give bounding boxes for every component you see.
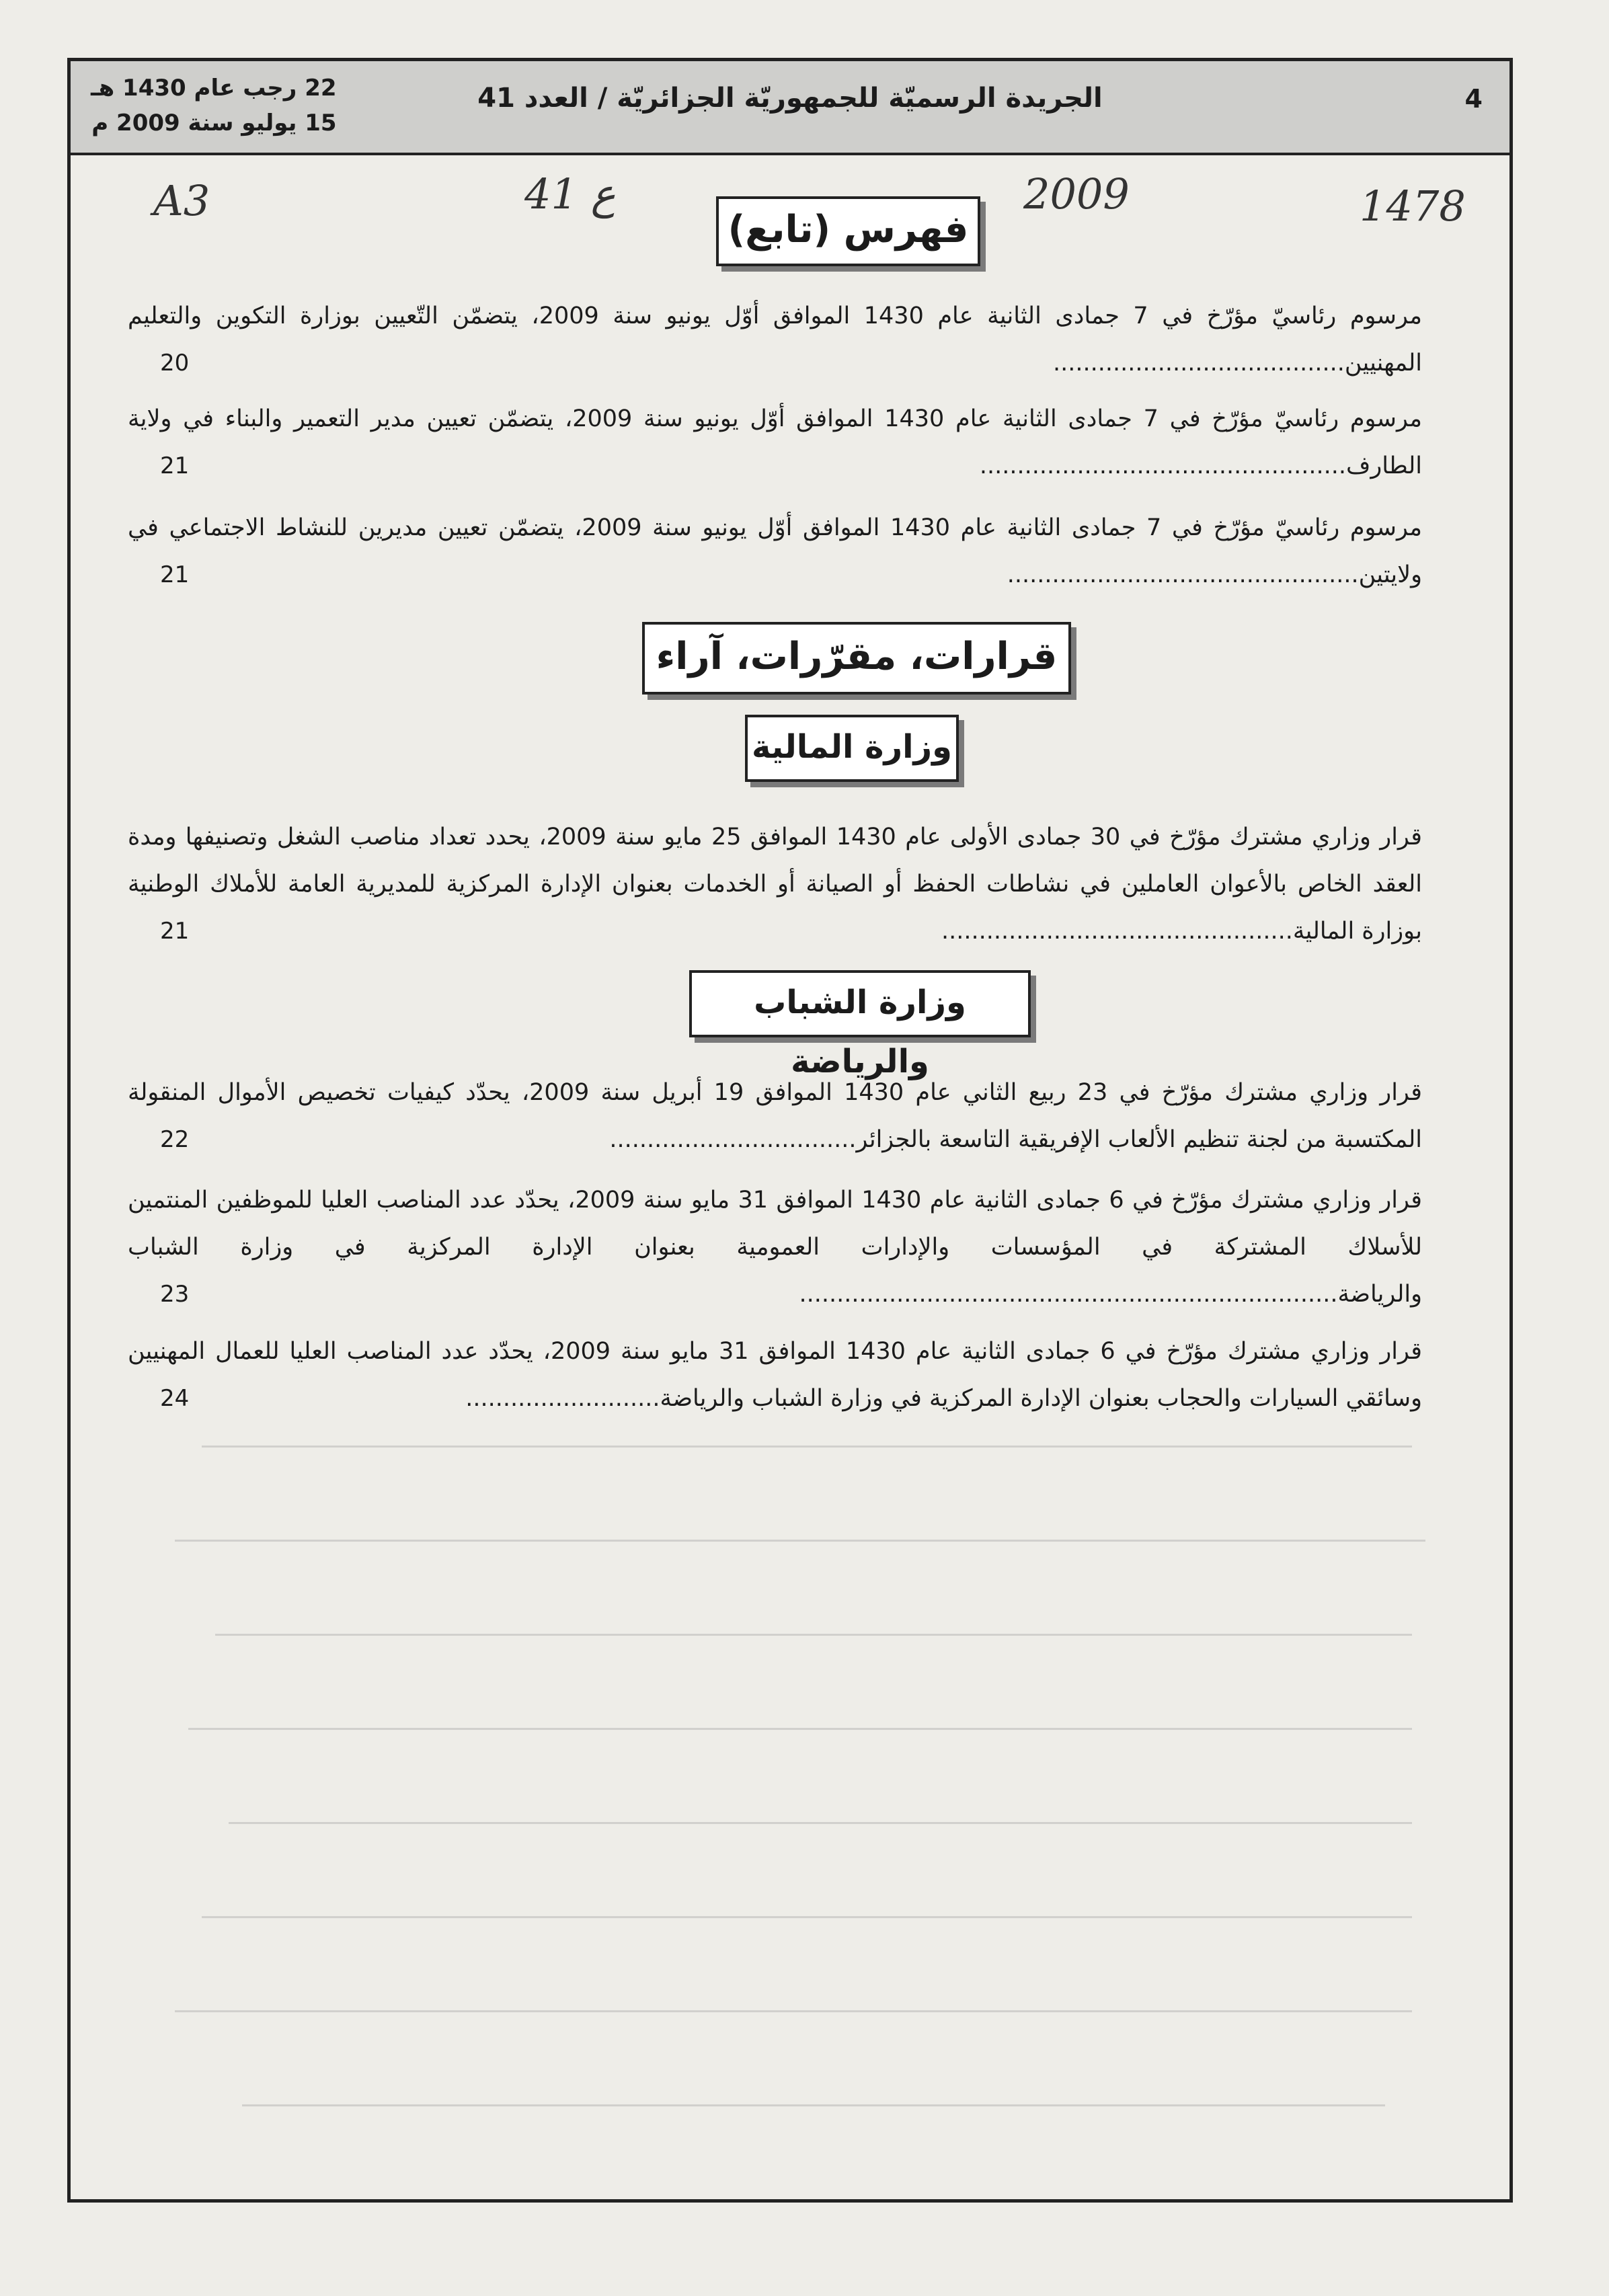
bleed-through-line xyxy=(215,1634,1412,1636)
bleed-through-line xyxy=(202,1446,1412,1448)
ministry-youth-sports-title: وزارة الشباب والرياضة xyxy=(689,970,1031,1037)
bleed-through-line xyxy=(202,1916,1412,1918)
index-entry-1: مرسوم رئاسيّ مؤرّخ في 7 جمادى الثانية عام 1430 الموافق أوّل يونيو سنة 2009، يتضمّن التّعيين بوزارة التكوين والتعليم المهنيين....................................... xyxy=(128,303,1423,377)
bleed-through-line xyxy=(175,2010,1412,2012)
index-entry-3: مرسوم رئاسيّ مؤرّخ في 7 جمادى الثانية عام 1430 الموافق أوّل يونيو سنة 2009، يتضمّن تعيين مديرين للنشاط الاجتماعي في ولايتين............................................... xyxy=(128,514,1423,588)
decisions-section-title: قرارات، مقرّرات، آراء xyxy=(642,622,1071,695)
gregorian-date: 15 يوليو سنة 2009 م xyxy=(91,110,337,136)
handwritten-note-right: 1478 xyxy=(1360,182,1466,231)
ministry-finance-title: وزارة المالية xyxy=(745,715,959,782)
handwritten-note-center-left: ع 41 xyxy=(524,169,616,219)
bleed-through-line xyxy=(175,1540,1425,1542)
index-entry-1-page: 20 xyxy=(160,350,190,377)
handwritten-note-center-right: 2009 xyxy=(1023,169,1130,219)
youth-decree-entry-2: قرار وزاري مشترك مؤرّخ في 6 جمادى الثانية عام 1430 الموافق 31 مايو سنة 2009، يحدّد عدد المناصب العليا للموظفين المنتمين للأسلاك المشتركة في المؤسسات والإدارات العمومية بعنوان الإدارة المركزية في وزارة الشباب والرياضة........................................................................ xyxy=(128,1187,1423,1308)
index-entry-2-page: 21 xyxy=(160,452,190,479)
page-header xyxy=(71,61,1509,155)
finance-decree-page: 21 xyxy=(160,918,190,945)
youth-decree-entry-1: قرار وزاري مشترك مؤرّخ في 23 ربيع الثاني عام 1430 الموافق 19 أبريل سنة 2009، يحدّد كيفيات تخصيص الأموال المنقولة المكتسبة من لجنة تنظيم الألعاب الإفريقية التاسعة بالجزائر................................. xyxy=(128,1079,1422,1153)
youth-decree-entry-3-page: 24 xyxy=(160,1385,190,1412)
youth-decree-entry-1-page: 22 xyxy=(160,1126,190,1153)
bleed-through-line xyxy=(242,2104,1385,2106)
index-title: فهرس (تابع) xyxy=(716,196,980,266)
page-number: 4 xyxy=(1464,84,1483,114)
youth-decree-entry-3: قرار وزاري مشترك مؤرّخ في 6 جمادى الثانية عام 1430 الموافق 31 مايو سنة 2009، يحدّد عدد المناصب العليا للعمال المهنيين وسائقي السيارات والحجاب بعنوان الإدارة المركزية في وزارة الشباب والرياضة.......................... xyxy=(128,1338,1423,1412)
finance-decree-entry: قرار وزاري مشترك مؤرّخ في 30 جمادى الأولى عام 1430 الموافق 25 مايو سنة 2009، يحدد تعداد مناصب الشغل وتصنيفها ومدة العقد الخاص بالأعوان العاملين في نشاطات الحفظ أو الصيانة أو الخدمات بعنوان الإدارة المركزية للمديرية العامة للأملاك الوطنية بوزارة المالية............................................... xyxy=(128,824,1422,945)
bleed-through-line xyxy=(229,1822,1412,1824)
bleed-through-line xyxy=(188,1728,1412,1730)
index-entry-3-page: 21 xyxy=(160,561,190,588)
journal-title: الجريدة الرسميّة للجمهوريّة الجزائريّة / العدد 41 xyxy=(477,83,1103,114)
youth-decree-entry-2-page: 23 xyxy=(160,1281,190,1308)
header-dates xyxy=(91,71,337,141)
handwritten-note-left: A3 xyxy=(153,176,210,225)
index-entry-2: مرسوم رئاسيّ مؤرّخ في 7 جمادى الثانية عام 1430 الموافق أوّل يونيو سنة 2009، يتضمّن تعيين مدير التعمير والبناء في ولاية الطارف................................................. xyxy=(128,405,1423,479)
hijri-date: 22 رجب عام 1430 هـ xyxy=(91,75,337,102)
